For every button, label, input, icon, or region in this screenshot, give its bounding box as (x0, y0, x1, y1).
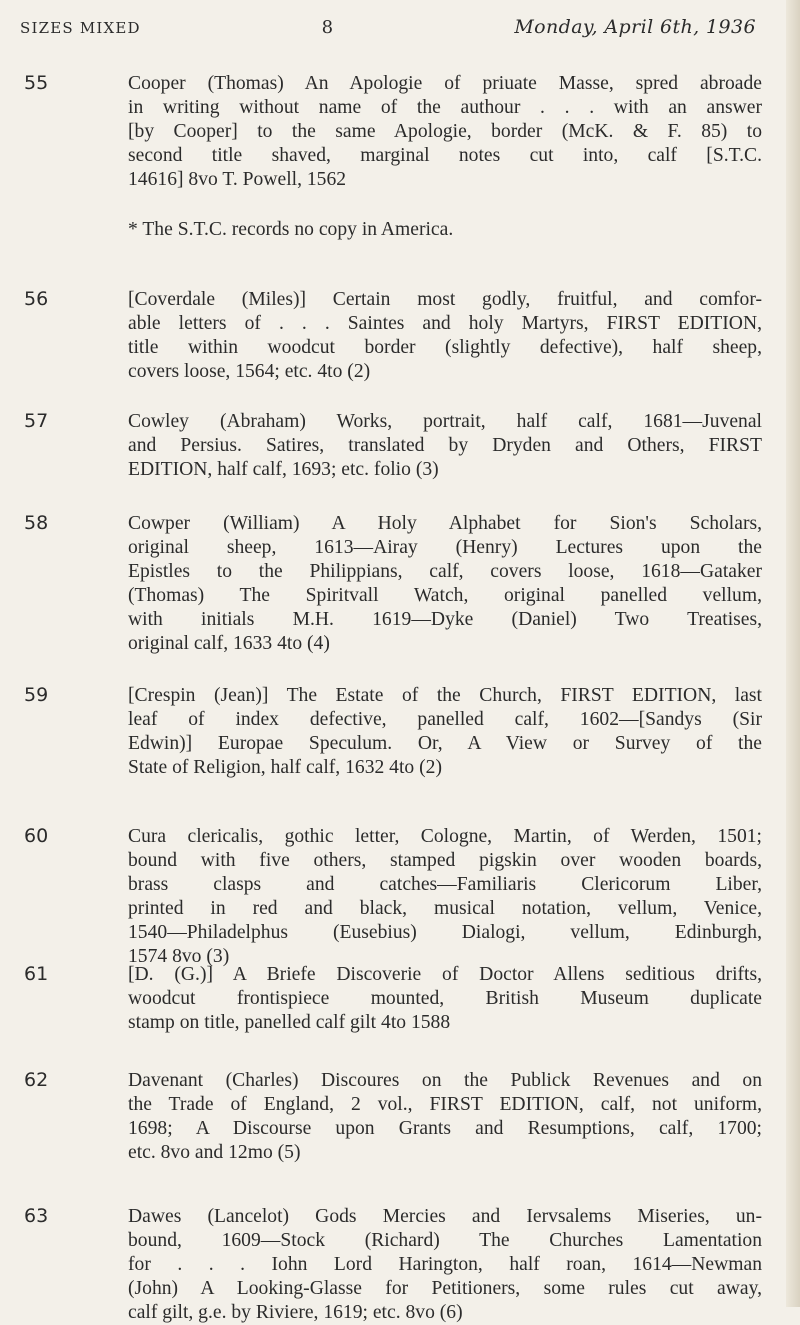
lot-line: original calf, 1633 4to (4) (128, 633, 330, 654)
lot-line: original sheep, 1613—Airay (Henry) Lectures upon the (128, 537, 762, 558)
lot-line: able letters of . . . Saintes and holy Martyrs, FIRST EDITION, (128, 313, 762, 334)
lot-number: 61 (24, 963, 49, 985)
lot-line: EDITION, half calf, 1693; etc. folio (3) (128, 459, 439, 480)
lot-line: woodcut frontispiece mounted, British Museum duplicate (128, 988, 762, 1009)
lot-number: 63 (24, 1205, 49, 1227)
page-edge-shadow (786, 0, 800, 1307)
lot-line: etc. 8vo and 12mo (5) (128, 1142, 301, 1163)
lot-line: Dawes (Lancelot) Gods Mercies and Iervsalems Miseries, un- (128, 1206, 762, 1227)
lot-description (128, 288, 762, 384)
page-number: 8 (321, 17, 334, 38)
lot-line: bound, 1609—Stock (Richard) The Churches Lamentation (128, 1230, 762, 1251)
lot-line: Cooper (Thomas) An Apologie of priuate Masse, spred abroade (128, 73, 762, 94)
lot-line: title within woodcut border (slightly defective), half sheep, (128, 337, 762, 358)
lot-line: (Thomas) The Spiritvall Watch, original panelled vellum, (128, 585, 762, 606)
lot-line: the Trade of England, 2 vol., FIRST EDITION, calf, not uniform, (128, 1094, 762, 1115)
lot-line: 1574 8vo (3) (128, 946, 230, 967)
lot-line: calf gilt, g.e. by Riviere, 1619; etc. 8vo (6) (128, 1302, 463, 1323)
lot-line: Cowper (William) A Holy Alphabet for Sion's Scholars, (128, 513, 762, 534)
lot-line: [Coverdale (Miles)] Certain most godly, fruitful, and comfor- (128, 289, 762, 310)
sale-date: Monday, April 6th, 1936 (514, 16, 756, 38)
lot-line: Cowley (Abraham) Works, portrait, half calf, 1681—Juvenal (128, 411, 762, 432)
lot-line: Epistles to the Philippians, calf, covers loose, 1618—Gataker (128, 561, 762, 582)
lot-line: covers loose, 1564; etc. 4to (2) (128, 361, 371, 382)
lot-line: Edwin)] Europae Speculum. Or, A View or Survey of the (128, 733, 762, 754)
lot-line: [Crespin (Jean)] The Estate of the Church, FIRST EDITION, last (128, 685, 762, 706)
lot-number: 56 (24, 288, 49, 310)
lot-line: leaf of index defective, panelled calf, 1602—[Sandys (Sir (128, 709, 762, 730)
lot-line: printed in red and black, musical notation, vellum, Venice, (128, 898, 762, 919)
lot-description (128, 684, 762, 780)
lot-line: Davenant (Charles) Discoures on the Publick Revenues and on (128, 1070, 762, 1091)
lot-description (128, 963, 762, 1035)
lot-line: for . . . Iohn Lord Harington, half roan, 1614—Newman (128, 1254, 762, 1275)
lot-line: in writing without name of the authour . . . with an answer (128, 97, 762, 118)
lot-line: (John) A Looking-Glasse for Petitioners, some rules cut away, (128, 1278, 762, 1299)
lot-line: 14616] 8vo T. Powell, 1562 (128, 169, 347, 190)
lot-line: 1540—Philadelphus (Eusebius) Dialogi, vellum, Edinburgh, (128, 922, 762, 943)
lot-number: 58 (24, 512, 49, 534)
header-section-title: SIZES MIXED (20, 19, 141, 37)
page-header (20, 16, 756, 38)
lot-description (128, 825, 762, 969)
lot-number: 55 (24, 72, 49, 94)
lot-line: with initials M.H. 1619—Dyke (Daniel) Two Treatises, (128, 609, 762, 630)
lot-number: 59 (24, 684, 49, 706)
lot-line: [D. (G.)] A Briefe Discoverie of Doctor Allens seditious drifts, (128, 964, 762, 985)
lot-line: [by Cooper] to the same Apologie, border (McK. & F. 85) to (128, 121, 762, 142)
lot-description (128, 512, 762, 656)
lot-line: stamp on title, panelled calf gilt 4to 1588 (128, 1012, 451, 1033)
lot-line: 1698; A Discourse upon Grants and Resumptions, calf, 1700; (128, 1118, 762, 1139)
lot-number: 62 (24, 1069, 49, 1091)
lot-line: bound with five others, stamped pigskin over wooden boards, (128, 850, 762, 871)
lot-description (128, 1205, 762, 1325)
lot-line: second title shaved, marginal notes cut into, calf [S.T.C. (128, 145, 762, 166)
lot-line: and Persius. Satires, translated by Dryden and Others, FIRST (128, 435, 762, 456)
lot-line: State of Religion, half calf, 1632 4to (2) (128, 757, 442, 778)
lot-line: Cura clericalis, gothic letter, Cologne, Martin, of Werden, 1501; (128, 826, 762, 847)
lot-number: 60 (24, 825, 49, 847)
lot-footnote: * The S.T.C. records no copy in America. (128, 219, 454, 240)
lot-line: brass clasps and catches—Familiaris Clericorum Liber, (128, 874, 762, 895)
lot-description (128, 1069, 762, 1165)
lot-description (128, 72, 762, 192)
lot-number: 57 (24, 410, 49, 432)
lot-description (128, 410, 762, 482)
